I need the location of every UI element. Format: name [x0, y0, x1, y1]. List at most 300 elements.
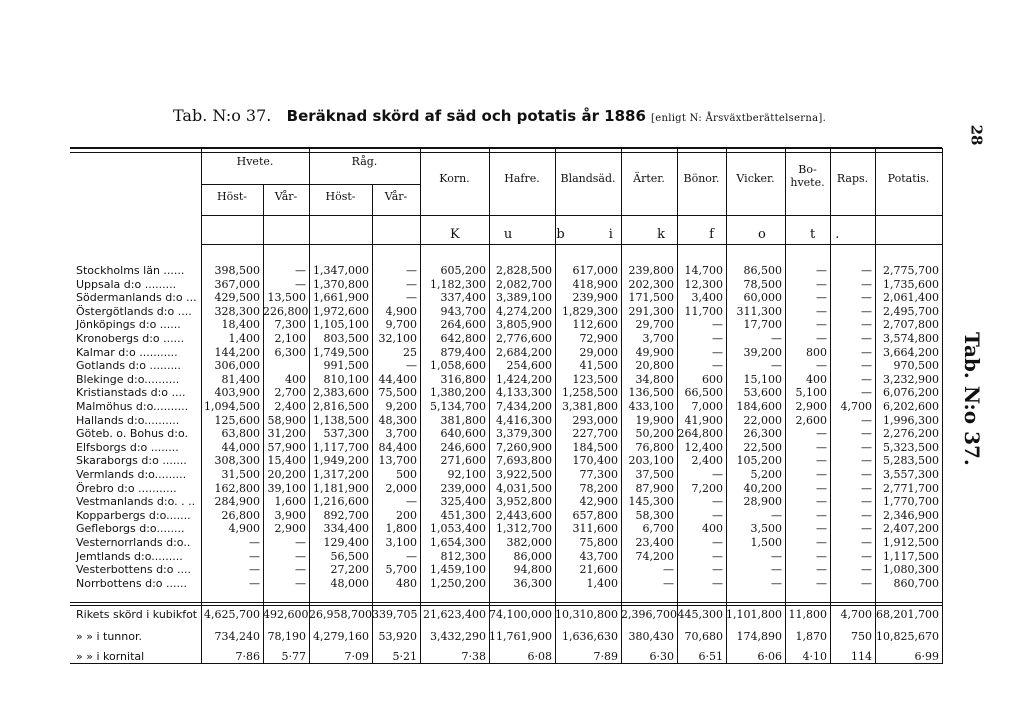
table-row-cell: —	[861, 264, 872, 277]
totals-row-cell: 1,101,800	[726, 608, 782, 621]
table-row-cell: 1,972,600	[313, 304, 369, 318]
totals-row-cell: 7·86	[235, 650, 260, 663]
table-row-cell: 860,700	[893, 576, 939, 590]
table-row-cell: 264,600	[440, 318, 486, 332]
table-row-cell: 53,600	[743, 386, 782, 400]
table-row-cell: 7,000	[691, 400, 723, 413]
table-row-label: Elfsborgs d:o ........	[76, 440, 179, 454]
table-row-cell: 14,700	[684, 264, 723, 277]
table-row-cell: —	[861, 495, 872, 509]
totals-row-cell: 11,761,900	[489, 630, 552, 643]
table-row-cell: 27,200	[330, 563, 369, 577]
table-row-cell: 657,800	[572, 508, 618, 522]
table-row-cell: —	[295, 536, 306, 549]
table-row-cell: 2,276,200	[883, 427, 939, 441]
table-row-cell: 943,700	[440, 304, 486, 318]
table-row-label: Vesternorrlands d:o..	[76, 536, 191, 549]
table-row-cell: 44,000	[221, 440, 260, 454]
table-row-cell: 2,776,600	[496, 332, 552, 345]
table-row-cell: 892,700	[323, 508, 369, 522]
table-row-cell: 19,900	[635, 413, 674, 427]
table-row-cell: —	[861, 345, 872, 359]
table-row-cell: 7,200	[691, 481, 723, 495]
table-row-cell: 63,800	[221, 427, 260, 441]
table-row-cell: 2,684,200	[496, 345, 552, 359]
table-row-cell: —	[712, 468, 723, 481]
table-row-cell: 28,900	[743, 495, 782, 509]
table-row-cell: —	[861, 576, 872, 590]
table-row-cell: —	[816, 304, 827, 318]
table-row-cell: 1,094,500	[204, 400, 260, 413]
table-row-cell: 239,900	[572, 291, 618, 305]
totals-row-cell: 114	[851, 650, 872, 663]
table-row-cell: 226,800	[263, 304, 309, 318]
table-row-cell: 800	[806, 345, 827, 359]
table-row-cell: —	[249, 576, 260, 590]
table-row-cell: 3,700	[642, 332, 674, 345]
table-row-cell: —	[816, 427, 827, 441]
table-row-cell: —	[712, 495, 723, 509]
table-row-cell: 1,500	[750, 536, 782, 549]
table-row-cell: —	[406, 495, 417, 509]
table-row-cell: 29,700	[635, 318, 674, 332]
table-row-cell: 15,100	[743, 372, 782, 386]
table-row-cell: 1,080,300	[883, 563, 939, 577]
table-row-cell: 293,000	[572, 413, 618, 427]
table-row-cell: —	[771, 563, 782, 577]
table-row-cell: 105,200	[736, 454, 782, 468]
table-row-cell: 605,200	[440, 264, 486, 277]
table-row-cell: 328,300	[214, 304, 260, 318]
totals-row-cell: 6·30	[649, 650, 674, 663]
table-row-cell: 308,300	[214, 454, 260, 468]
table-row-cell: 2,707,800	[883, 318, 939, 332]
table-row-cell: —	[712, 563, 723, 577]
table-row-cell: 1,053,400	[430, 522, 486, 536]
table-row-cell: 77,300	[579, 468, 618, 481]
table-row-cell: —	[771, 359, 782, 373]
table-row-cell: 18,400	[221, 318, 260, 332]
table-row-cell: —	[816, 277, 827, 291]
table-row-cell: 32,100	[378, 332, 417, 345]
table-row-cell: —	[771, 549, 782, 563]
table-row-cell: 1,117,700	[313, 440, 369, 454]
table-row-cell: —	[406, 264, 417, 277]
table-row-cell: 3,700	[385, 427, 417, 441]
table-row-cell: 11,700	[684, 304, 723, 318]
table-row-cell: —	[712, 536, 723, 549]
table-row-cell: 3,952,800	[496, 495, 552, 509]
table-row-cell: —	[295, 277, 306, 291]
table-row-cell: 48,300	[378, 413, 417, 427]
table-row-cell: —	[816, 359, 827, 373]
table-row-cell: —	[295, 576, 306, 590]
table-row-cell: —	[861, 481, 872, 495]
table-row-cell: —	[249, 563, 260, 577]
table-row-cell: 642,800	[440, 332, 486, 345]
table-row-cell: 1,181,900	[313, 481, 369, 495]
table-row-cell: 58,900	[267, 413, 306, 427]
table-row-cell: 4,133,300	[496, 386, 552, 400]
table-row-label: Uppsala d:o .........	[76, 277, 177, 291]
table-row-label: Hallands d:o..........	[76, 413, 180, 427]
totals-row-cell: 70,680	[684, 630, 723, 643]
table-row-cell: 112,600	[572, 318, 618, 332]
table-row-cell: —	[861, 427, 872, 441]
table-row-cell: 43,700	[579, 549, 618, 563]
table-row-cell: —	[816, 332, 827, 345]
table-row-cell: 6,076,200	[883, 386, 939, 400]
table-row-cell: 1,424,200	[496, 372, 552, 386]
table-row-cell: 56,500	[330, 549, 369, 563]
table-row-cell: 94,800	[513, 563, 552, 577]
totals-row-cell: 339,705	[372, 608, 418, 621]
table-row-label: Gefleborgs d:o........	[76, 522, 185, 536]
table-row-cell: 239,000	[440, 481, 486, 495]
table-row-cell: 451,300	[440, 508, 486, 522]
table-row-cell: 337,400	[440, 291, 486, 305]
table-row-cell: 1,058,600	[430, 359, 486, 373]
header-arter: Ärter.	[633, 172, 665, 185]
table-row-cell: 480	[396, 576, 417, 590]
table-row-cell: 306,000	[214, 359, 260, 373]
table-row-cell: 34,800	[635, 372, 674, 386]
table-row-cell: 2,400	[274, 400, 306, 413]
table-row-cell: 5,134,700	[430, 400, 486, 413]
table-row-cell: 21,600	[579, 563, 618, 577]
table-row-cell: —	[816, 549, 827, 563]
table-row-cell: 325,400	[440, 495, 486, 509]
totals-row-cell: 4,700	[840, 608, 872, 621]
table-row-cell: 92,100	[447, 468, 486, 481]
totals-row-cell: 6·08	[527, 650, 552, 663]
table-row-cell: 12,400	[684, 440, 723, 454]
table-row-cell: 3,381,800	[562, 400, 618, 413]
header-raps: Raps.	[836, 172, 869, 185]
table-row-cell: —	[712, 549, 723, 563]
table-row-label: Kalmar d:o ...........	[76, 345, 178, 359]
table-row-cell: 26,300	[743, 427, 782, 441]
table-row-cell: 7,260,900	[496, 440, 552, 454]
header-bonor: Bönor.	[683, 172, 720, 185]
table-row-cell: 1,347,000	[313, 264, 369, 277]
table-row-cell: 500	[396, 468, 417, 481]
table-row-cell: —	[816, 440, 827, 454]
table-row-cell: 382,000	[506, 536, 552, 549]
table-row-label: Malmöhus d:o..........	[76, 400, 189, 413]
table-number: Tab. N:o 37.	[173, 106, 272, 125]
table-row-cell: 600	[702, 372, 723, 386]
table-row-cell: 429,500	[214, 291, 260, 305]
table-row-cell: 2,771,700	[883, 481, 939, 495]
table-row-cell: 1,370,800	[313, 277, 369, 291]
table-row-cell: 20,800	[635, 359, 674, 373]
table-row-label: Göteb. o. Bohus d:o.	[76, 427, 189, 441]
table-row-cell: 334,400	[323, 522, 369, 536]
table-row-cell: 26,800	[221, 508, 260, 522]
table-row-cell: 74,200	[635, 549, 674, 563]
totals-row-cell: 78,190	[267, 630, 306, 643]
table-row-cell: 200	[396, 508, 417, 522]
table-row-cell: 22,500	[743, 440, 782, 454]
table-title	[173, 106, 826, 125]
totals-row-cell: 7·09	[344, 650, 369, 663]
column-rule	[942, 148, 943, 664]
table-row-cell: 5,100	[795, 386, 827, 400]
table-row-cell: 5,283,500	[883, 454, 939, 468]
table-row-cell: —	[861, 304, 872, 318]
table-row-cell: —	[771, 576, 782, 590]
table-row-cell: 31,500	[221, 468, 260, 481]
table-row-cell: 145,300	[628, 495, 674, 509]
table-row-cell: 239,800	[628, 264, 674, 277]
table-row-cell: 879,400	[440, 345, 486, 359]
header-hvete: Hvete.	[236, 155, 274, 168]
table-row-cell: 48,000	[330, 576, 369, 590]
table-row-cell: 6,700	[642, 522, 674, 536]
table-row-cell: 7,693,800	[496, 454, 552, 468]
rule-sub-header	[201, 184, 420, 185]
table-row-cell: 2,700	[274, 386, 306, 400]
table-row-cell: 86,500	[743, 264, 782, 277]
table-row-cell: 4,031,500	[496, 481, 552, 495]
table-row-cell: 29,000	[579, 345, 618, 359]
table-row-cell: 125,600	[214, 413, 260, 427]
table-row-cell: —	[816, 508, 827, 522]
table-row-cell: 1,380,200	[430, 386, 486, 400]
table-row-cell: 3,805,900	[496, 318, 552, 332]
table-row-cell: 12,300	[684, 277, 723, 291]
table-row-cell: 203,100	[628, 454, 674, 468]
table-row-cell: 227,700	[572, 427, 618, 441]
table-row-cell: —	[712, 508, 723, 522]
header-bohvete: Bo- hvete.	[790, 163, 825, 189]
table-row-cell: 254,600	[506, 359, 552, 373]
table-row-cell: 4,274,200	[496, 304, 552, 318]
title-text: Beräknad skörd af säd och potatis år 1886	[286, 107, 646, 125]
table-row-cell: 3,664,200	[883, 345, 939, 359]
table-row-label: Kronobergs d:o ......	[76, 332, 185, 345]
table-row-cell: —	[816, 536, 827, 549]
table-row-cell: —	[712, 318, 723, 332]
table-row-cell: —	[861, 468, 872, 481]
totals-row-cell: 1,870	[795, 630, 827, 643]
table-row-cell: —	[861, 318, 872, 332]
table-row-cell: 1,661,900	[313, 291, 369, 305]
totals-row-cell: 734,240	[214, 630, 260, 643]
table-row-cell: —	[406, 291, 417, 305]
table-row-cell: 537,300	[323, 427, 369, 441]
table-row-cell: 84,400	[378, 440, 417, 454]
table-row-cell: —	[861, 372, 872, 386]
table-row-cell: 75,500	[378, 386, 417, 400]
table-row-cell: 31,200	[267, 427, 306, 441]
header-hvete-var: Vår-	[274, 190, 298, 203]
table-row-cell: —	[861, 536, 872, 549]
table-row-cell: 367,000	[214, 277, 260, 291]
side-label: Tab. N:o 37.	[960, 332, 984, 466]
table-row-cell: 123,500	[572, 372, 618, 386]
table-row-cell: 640,600	[440, 427, 486, 441]
table-row-cell: 311,300	[736, 304, 782, 318]
page-number: 28	[967, 124, 986, 146]
table-row-cell: 15,400	[267, 454, 306, 468]
table-row-cell: 271,600	[440, 454, 486, 468]
table-row-cell: —	[712, 332, 723, 345]
totals-row-cell: 68,201,700	[876, 608, 939, 621]
totals-row-cell: 7·89	[593, 650, 618, 663]
totals-row-cell: 10,825,670	[876, 630, 939, 643]
table-row-cell: 129,400	[323, 536, 369, 549]
header-rag-host: Höst-	[325, 190, 356, 203]
table-row-cell: —	[249, 549, 260, 563]
table-row-cell: 20,200	[267, 468, 306, 481]
table-row-cell: 4,700	[840, 400, 872, 413]
table-row-cell: —	[712, 576, 723, 590]
table-row-cell: —	[861, 277, 872, 291]
table-row-cell: 1,912,500	[883, 536, 939, 549]
table-row-cell: 37,500	[635, 468, 674, 481]
table-row-cell: 1,749,500	[313, 345, 369, 359]
table-row-cell: 2,600	[795, 413, 827, 427]
table-row-label: Skaraborgs d:o .......	[76, 454, 187, 468]
table-row-cell: 7,434,200	[496, 400, 552, 413]
table-row-cell: 9,700	[385, 318, 417, 332]
header-rag: Råg.	[351, 155, 378, 168]
table-row-cell: 2,495,700	[883, 304, 939, 318]
header-potatis: Potatis.	[887, 172, 930, 185]
table-row-cell: 2,383,600	[313, 386, 369, 400]
table-row-cell: 418,900	[572, 277, 618, 291]
table-row-cell: 75,800	[579, 536, 618, 549]
table-row-cell: 40,200	[743, 481, 782, 495]
table-row-label: Östergötlands d:o ....	[76, 304, 192, 318]
table-row-cell: —	[861, 563, 872, 577]
table-row-cell: 39,200	[743, 345, 782, 359]
table-row-cell: —	[861, 440, 872, 454]
table-row-cell: 78,200	[579, 481, 618, 495]
table-row-cell: 3,389,100	[496, 291, 552, 305]
totals-row-cell: 4,279,160	[313, 630, 369, 643]
table-row-cell: —	[861, 359, 872, 373]
table-row-cell: 22,000	[743, 413, 782, 427]
table-row-cell: 803,500	[323, 332, 369, 345]
table-row-cell: 41,900	[684, 413, 723, 427]
table-row-cell: 17,700	[743, 318, 782, 332]
table-row-cell: 2,900	[795, 400, 827, 413]
table-row-cell: 812,300	[440, 549, 486, 563]
table-row-cell: 1,105,100	[313, 318, 369, 332]
table-row-label: Gotlands d:o .........	[76, 359, 181, 373]
table-row-cell: 381,800	[440, 413, 486, 427]
table-row-label: Södermanlands d:o ...	[76, 291, 197, 305]
table-row-label: Blekinge d:o..........	[76, 372, 180, 386]
table-row-cell: —	[816, 522, 827, 536]
unit-label: K u b i k f o t.	[450, 227, 860, 242]
totals-row-cell: 6·51	[698, 650, 723, 663]
table-row-cell: 617,000	[572, 264, 618, 277]
table-row-cell: 1,459,100	[430, 563, 486, 577]
table-row-cell: 57,900	[267, 440, 306, 454]
table-row-cell: —	[861, 386, 872, 400]
table-row-label: Kristianstads d:o ....	[76, 386, 186, 400]
totals-row-cell: 6·06	[757, 650, 782, 663]
table-row-cell: 3,500	[750, 522, 782, 536]
table-row-cell: 39,100	[267, 481, 306, 495]
table-row-cell: 1,996,300	[883, 413, 939, 427]
table-row-cell: 2,000	[385, 481, 417, 495]
table-row-cell: 72,900	[579, 332, 618, 345]
table-row-cell: 1,250,200	[430, 576, 486, 590]
table-row-cell: —	[816, 468, 827, 481]
table-row-cell: 49,900	[635, 345, 674, 359]
table-row-cell: 1,735,600	[883, 277, 939, 291]
table-row-cell: 1,770,700	[883, 495, 939, 509]
table-row-cell: 25	[403, 345, 417, 359]
table-row-cell: —	[771, 508, 782, 522]
table-row-cell: —	[406, 549, 417, 563]
table-row-cell: —	[816, 291, 827, 305]
table-row-cell: 2,400	[691, 454, 723, 468]
table-row-cell: 398,500	[214, 264, 260, 277]
table-row-cell: 2,443,600	[496, 508, 552, 522]
table-row-cell: 162,800	[214, 481, 260, 495]
table-row-cell: 2,900	[274, 522, 306, 536]
table-row-cell: 1,117,500	[883, 549, 939, 563]
table-row-cell: —	[816, 318, 827, 332]
table-row-cell: 2,100	[274, 332, 306, 345]
table-row-cell: 3,922,500	[496, 468, 552, 481]
totals-row-cell: 26,958,700	[309, 608, 372, 621]
header-vicker: Vicker.	[736, 172, 775, 185]
totals-row-cell: 74,100,000	[489, 608, 552, 621]
table-row-cell: 1,138,500	[313, 413, 369, 427]
table-row-cell: 3,900	[274, 508, 306, 522]
table-row-cell: 810,100	[323, 372, 369, 386]
table-row-cell: 42,900	[579, 495, 618, 509]
table-row-cell: 144,200	[214, 345, 260, 359]
table-row-cell: 311,600	[572, 522, 618, 536]
table-row-label: Vermlands d:o.........	[76, 468, 187, 481]
table-row-cell: 87,900	[635, 481, 674, 495]
table-row-cell: 246,600	[440, 440, 486, 454]
table-row-cell: 9,200	[385, 400, 417, 413]
table-row-cell: —	[249, 536, 260, 549]
table-row-cell: 4,900	[385, 304, 417, 318]
totals-row-cell: 3,432,290	[430, 630, 486, 643]
table-row-cell: 5,323,500	[883, 440, 939, 454]
table-row-cell: 23,400	[635, 536, 674, 549]
table-row-cell: 1,258,500	[562, 386, 618, 400]
table-row-cell: 400	[806, 372, 827, 386]
table-row-cell: 1,654,300	[430, 536, 486, 549]
table-row-cell: 2,346,900	[883, 508, 939, 522]
table-row-cell: —	[712, 359, 723, 373]
totals-row-cell: 11,800	[788, 608, 827, 621]
table-row-cell: —	[861, 522, 872, 536]
totals-row-label: » » i tunnor.	[76, 630, 142, 643]
totals-row-cell: 53,920	[378, 630, 417, 643]
header-rag-var: Vår-	[384, 190, 408, 203]
table-row-cell: 3,557,300	[883, 468, 939, 481]
table-row-cell: 86,000	[513, 549, 552, 563]
table-row-cell: —	[816, 481, 827, 495]
header-blandsad: Blandsäd.	[560, 172, 616, 185]
table-row-cell: 171,500	[628, 291, 674, 305]
header-hvete-host: Höst-	[217, 190, 247, 203]
table-row-cell: 58,300	[635, 508, 674, 522]
table-row-cell: —	[861, 454, 872, 468]
